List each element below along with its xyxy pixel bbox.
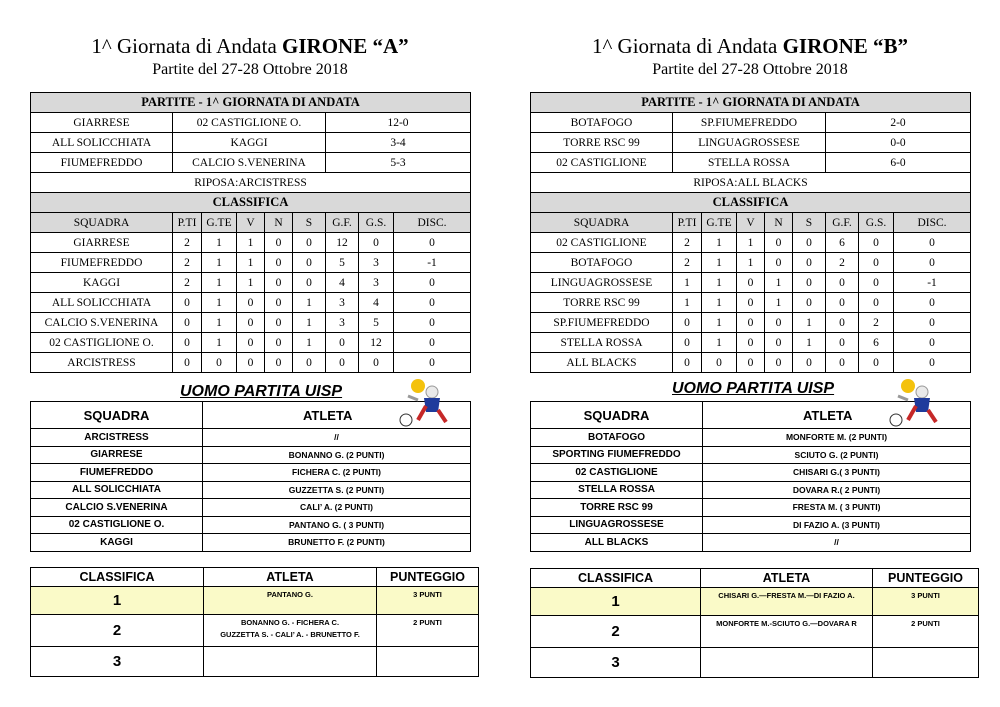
team-name: GIARRESE	[31, 233, 173, 253]
stat-cell: 0	[826, 313, 859, 333]
match-score: 3-4	[326, 133, 471, 153]
stat-cell: 1	[293, 333, 326, 353]
uomo-row	[531, 446, 971, 464]
stat-cell: 0	[765, 333, 793, 353]
team-name: STELLA ROSSA	[531, 333, 673, 353]
team-name: KAGGI	[31, 273, 173, 293]
match-row	[531, 133, 971, 153]
match-score: 0-0	[826, 133, 971, 153]
athlete-name: CHISARI G.( 3 PUNTI)	[703, 464, 971, 482]
match-home: FIUMEFREDDO	[31, 153, 173, 173]
rank-row	[31, 587, 479, 615]
stat-cell: 1	[202, 293, 237, 313]
col-header: N	[265, 213, 293, 233]
team-name: SPORTING FIUMEFREDDO	[531, 446, 703, 464]
athlete-name: MONFORTE M. (2 PUNTI)	[703, 429, 971, 447]
rank-row	[531, 648, 979, 678]
stat-cell: 1	[202, 313, 237, 333]
stat-cell: 0	[737, 293, 765, 313]
uomo-row	[531, 464, 971, 482]
col-header: G.TE	[702, 213, 737, 233]
stat-cell: 0	[394, 293, 471, 313]
standings-row	[31, 293, 471, 313]
stat-cell: 12	[359, 333, 394, 353]
athlete-name: GUZZETTA S. (2 PUNTI)	[203, 481, 471, 499]
stat-cell: 0	[737, 313, 765, 333]
team-name: ALL SOLICCHIATA	[31, 481, 203, 499]
rank-points	[377, 647, 479, 677]
team-name: BOTAFOGO	[531, 253, 673, 273]
stat-cell: 1	[702, 233, 737, 253]
team-name: KAGGI	[31, 534, 203, 552]
rank-position: 3	[31, 647, 204, 677]
stat-cell: 0	[737, 273, 765, 293]
athlete-name: PANTANO G. ( 3 PUNTI)	[203, 516, 471, 534]
athlete-line: CHISARI G.—FRESTA M.—DI FAZIO A.	[718, 591, 855, 600]
match-away: CALCIO S.VENERINA	[173, 153, 326, 173]
col-header: G.TE	[202, 213, 237, 233]
match-score: 12-0	[326, 113, 471, 133]
stat-cell: 0	[265, 293, 293, 313]
stat-cell: 6	[826, 233, 859, 253]
match-away: LINGUAGROSSESE	[673, 133, 826, 153]
stat-cell: 3	[359, 273, 394, 293]
col-header: P.TI	[173, 213, 202, 233]
stat-cell: 0	[394, 233, 471, 253]
team-name: ALL BLACKS	[531, 534, 703, 552]
rank-athletes	[701, 648, 873, 678]
matches-header: PARTITE - 1^ GIORNATA DI ANDATA	[531, 93, 971, 113]
rank-position: 3	[531, 648, 701, 678]
standings-header: CLASSIFICA	[531, 193, 971, 213]
col-header: CLASSIFICA	[531, 569, 701, 588]
stat-cell: 0	[173, 353, 202, 373]
stat-cell: 0	[265, 313, 293, 333]
stat-cell: 1	[202, 253, 237, 273]
rest-note: RIPOSA:ALL BLACKS	[531, 173, 971, 193]
soccer-player-icon	[388, 376, 460, 428]
standings-columns	[531, 213, 971, 233]
stat-cell: 4	[359, 293, 394, 313]
stat-cell: 0	[173, 333, 202, 353]
stat-cell: 1	[737, 233, 765, 253]
rank-row	[31, 615, 479, 647]
athlete-name: FRESTA M. ( 3 PUNTI)	[703, 499, 971, 517]
athlete-name: CALI’ A. (2 PUNTI)	[203, 499, 471, 517]
col-header: G.S.	[859, 213, 894, 233]
uomo-row	[31, 446, 471, 464]
stat-cell: 2	[173, 273, 202, 293]
rank-table-b	[530, 568, 979, 678]
team-name: 02 CASTIGLIONE O.	[31, 516, 203, 534]
rank-athletes	[204, 615, 377, 647]
stat-cell: 0	[394, 353, 471, 373]
rank-position: 1	[31, 587, 204, 615]
col-header: SQUADRA	[31, 402, 203, 429]
uomo-row	[531, 534, 971, 552]
soccer-player-icon	[878, 376, 950, 428]
athlete-name: FICHERA C. (2 PUNTI)	[203, 464, 471, 482]
stat-cell: 1	[673, 293, 702, 313]
col-header: SQUADRA	[31, 213, 173, 233]
team-name: GIARRESE	[31, 446, 203, 464]
standings-row	[31, 233, 471, 253]
stat-cell: 3	[326, 313, 359, 333]
col-header: ATLETA	[703, 402, 971, 429]
stat-cell: 1	[702, 273, 737, 293]
stat-cell: 4	[326, 273, 359, 293]
rank-row	[531, 588, 979, 616]
rank-points	[873, 648, 979, 678]
match-home: 02 CASTIGLIONE	[531, 153, 673, 173]
stat-cell: 0	[265, 353, 293, 373]
col-header: N	[765, 213, 793, 233]
stat-cell: 0	[894, 313, 971, 333]
standings-row	[531, 253, 971, 273]
match-row	[531, 153, 971, 173]
athlete-line: GUZZETTA S. - CALI’ A. - BRUNETTO F.	[220, 630, 360, 639]
stat-cell: 0	[737, 333, 765, 353]
match-away: STELLA ROSSA	[673, 153, 826, 173]
team-name: FIUMEFREDDO	[31, 253, 173, 273]
rank-points: 2 PUNTI	[873, 616, 979, 648]
page-title-a: 1^ Giornata di Andata GIRONE “A”	[91, 34, 409, 58]
stat-cell: 0	[293, 273, 326, 293]
stat-cell: 3	[326, 293, 359, 313]
rank-position: 2	[531, 616, 701, 648]
col-header: ATLETA	[203, 402, 471, 429]
stat-cell: 5	[326, 253, 359, 273]
stat-cell: 0	[265, 333, 293, 353]
team-name: ALL BLACKS	[531, 353, 673, 373]
stat-cell: 1	[702, 253, 737, 273]
standings-header: CLASSIFICA	[31, 193, 471, 213]
stat-cell: -1	[894, 273, 971, 293]
standings-body-a	[31, 233, 471, 373]
stat-cell: 2	[673, 253, 702, 273]
col-header: P.TI	[673, 213, 702, 233]
col-header: PUNTEGGIO	[873, 569, 979, 588]
rank-points: 3 PUNTI	[377, 587, 479, 615]
stat-cell: 0	[394, 333, 471, 353]
stat-cell: 0	[673, 333, 702, 353]
stat-cell: 1	[737, 253, 765, 273]
stat-cell: 0	[859, 273, 894, 293]
uomo-row	[531, 516, 971, 534]
stat-cell: 1	[702, 313, 737, 333]
stat-cell: 12	[326, 233, 359, 253]
match-away: 02 CASTIGLIONE O.	[173, 113, 326, 133]
page-subtitle-a: Partite del 27-28 Ottobre 2018	[152, 61, 348, 78]
athlete-name: BRUNETTO F. (2 PUNTI)	[203, 534, 471, 552]
uomo-partita-title-a: UOMO PARTITA UISP	[180, 383, 343, 400]
uomo-row	[31, 534, 471, 552]
rank-body-a	[31, 587, 479, 677]
match-home: ALL SOLICCHIATA	[31, 133, 173, 153]
rank-athletes	[204, 647, 377, 677]
stat-cell: 0	[859, 253, 894, 273]
stat-cell: 0	[326, 333, 359, 353]
stat-cell: 0	[826, 353, 859, 373]
uomo-row	[31, 499, 471, 517]
standings-body-b	[531, 233, 971, 373]
stat-cell: 0	[265, 253, 293, 273]
uomo-row	[31, 464, 471, 482]
team-name: TORRE RSC 99	[531, 499, 703, 517]
col-header: V	[737, 213, 765, 233]
col-header: G.S.	[359, 213, 394, 233]
col-header: G.F.	[326, 213, 359, 233]
stat-cell: 5	[359, 313, 394, 333]
stat-cell: 0	[673, 353, 702, 373]
matches-header: PARTITE - 1^ GIORNATA DI ANDATA	[31, 93, 471, 113]
stat-cell: 0	[826, 333, 859, 353]
standings-row	[531, 293, 971, 313]
stat-cell: 0	[793, 273, 826, 293]
stat-cell: 0	[859, 293, 894, 313]
stat-cell: -1	[394, 253, 471, 273]
stat-cell: 0	[765, 233, 793, 253]
stat-cell: 0	[394, 273, 471, 293]
stat-cell: 1	[237, 253, 265, 273]
rank-athletes	[701, 616, 873, 648]
stat-cell: 0	[793, 233, 826, 253]
matches-standings-table-b	[530, 92, 971, 373]
match-home: TORRE RSC 99	[531, 133, 673, 153]
stat-cell: 2	[173, 253, 202, 273]
stat-cell: 0	[173, 293, 202, 313]
rank-points: 3 PUNTI	[873, 588, 979, 616]
standings-row	[31, 313, 471, 333]
stat-cell: 1	[202, 333, 237, 353]
page-subtitle-b: Partite del 27-28 Ottobre 2018	[652, 61, 848, 78]
team-name: 02 CASTIGLIONE	[531, 464, 703, 482]
uomo-row	[531, 499, 971, 517]
rank-points: 2 PUNTI	[377, 615, 479, 647]
rank-athletes	[701, 588, 873, 616]
team-name: FIUMEFREDDO	[31, 464, 203, 482]
team-name: 02 CASTIGLIONE O.	[31, 333, 173, 353]
team-name: LINGUAGROSSESE	[531, 273, 673, 293]
team-name: SP.FIUMEFREDDO	[531, 313, 673, 333]
stat-cell: 1	[793, 313, 826, 333]
stat-cell: 0	[894, 233, 971, 253]
col-header: SQUADRA	[531, 402, 703, 429]
col-header: CLASSIFICA	[31, 568, 204, 587]
match-row	[31, 113, 471, 133]
match-home: GIARRESE	[31, 113, 173, 133]
stat-cell: 0	[173, 313, 202, 333]
match-row	[31, 133, 471, 153]
stat-cell: 0	[359, 353, 394, 373]
stat-cell: 0	[265, 233, 293, 253]
uomo-row	[531, 429, 971, 447]
col-header: SQUADRA	[531, 213, 673, 233]
team-name: ARCISTRESS	[31, 429, 203, 447]
rank-body-b	[531, 588, 979, 678]
stat-cell: 0	[394, 313, 471, 333]
stat-cell: 0	[826, 273, 859, 293]
stat-cell: 0	[765, 253, 793, 273]
standings-row	[531, 233, 971, 253]
stat-cell: 0	[765, 313, 793, 333]
rank-row	[531, 616, 979, 648]
team-name: LINGUAGROSSESE	[531, 516, 703, 534]
col-header: PUNTEGGIO	[377, 568, 479, 587]
stat-cell: 1	[765, 273, 793, 293]
athlete-name: DI FAZIO A. (3 PUNTI)	[703, 516, 971, 534]
athlete-name: SCIUTO G. (2 PUNTI)	[703, 446, 971, 464]
standings-row	[531, 333, 971, 353]
match-row	[531, 113, 971, 133]
match-away: KAGGI	[173, 133, 326, 153]
stat-cell: 0	[793, 253, 826, 273]
athlete-name: DOVARA R.( 2 PUNTI)	[703, 481, 971, 499]
standings-row	[31, 333, 471, 353]
stat-cell: 0	[326, 353, 359, 373]
stat-cell: 1	[293, 293, 326, 313]
stat-cell: 0	[293, 233, 326, 253]
col-header: DISC.	[894, 213, 971, 233]
stat-cell: 1	[237, 233, 265, 253]
stat-cell: 0	[265, 273, 293, 293]
stat-cell: 0	[894, 253, 971, 273]
stat-cell: 1	[237, 273, 265, 293]
stat-cell: 0	[359, 233, 394, 253]
stat-cell: 0	[826, 293, 859, 313]
team-name: TORRE RSC 99	[531, 293, 673, 313]
stat-cell: 0	[293, 353, 326, 373]
athlete-line: BONANNO G. - FICHERA C.	[240, 618, 340, 627]
uomo-row	[31, 429, 471, 447]
col-header: S	[293, 213, 326, 233]
team-name: CALCIO S.VENERINA	[31, 313, 173, 333]
stat-cell: 0	[894, 353, 971, 373]
standings-row	[531, 273, 971, 293]
stat-cell: 0	[237, 353, 265, 373]
stat-cell: 2	[173, 233, 202, 253]
stat-cell: 3	[359, 253, 394, 273]
athlete-name: BONANNO G. (2 PUNTI)	[203, 446, 471, 464]
rank-row	[31, 647, 479, 677]
athlete-name: //	[203, 429, 471, 447]
uomo-body-a	[31, 429, 471, 552]
standings-columns	[31, 213, 471, 233]
team-name: ARCISTRESS	[31, 353, 173, 373]
stat-cell: 0	[293, 253, 326, 273]
stat-cell: 1	[293, 313, 326, 333]
uomo-row	[31, 516, 471, 534]
uomo-row	[31, 481, 471, 499]
stat-cell: 1	[793, 333, 826, 353]
team-name: 02 CASTIGLIONE	[531, 233, 673, 253]
team-name: BOTAFOGO	[531, 429, 703, 447]
stat-cell: 1	[202, 233, 237, 253]
team-name: STELLA ROSSA	[531, 481, 703, 499]
stat-cell: 0	[737, 353, 765, 373]
standings-row	[31, 353, 471, 373]
standings-row	[531, 313, 971, 333]
team-name: ALL SOLICCHIATA	[31, 293, 173, 313]
stat-cell: 0	[894, 333, 971, 353]
standings-row	[31, 273, 471, 293]
stat-cell: 1	[702, 333, 737, 353]
stat-cell: 1	[202, 273, 237, 293]
stat-cell: 1	[702, 293, 737, 313]
stat-cell: 0	[237, 333, 265, 353]
stat-cell: 0	[673, 313, 702, 333]
stat-cell: 0	[793, 353, 826, 373]
col-header: DISC.	[394, 213, 471, 233]
athlete-line: PANTANO G.	[267, 590, 313, 599]
stat-cell: 0	[237, 293, 265, 313]
match-score: 2-0	[826, 113, 971, 133]
matches-standings-table-a	[30, 92, 471, 373]
stat-cell: 2	[826, 253, 859, 273]
stat-cell: 0	[202, 353, 237, 373]
standings-row	[531, 353, 971, 373]
stat-cell: 0	[765, 353, 793, 373]
stat-cell: 0	[237, 313, 265, 333]
match-row	[31, 153, 471, 173]
rank-position: 2	[31, 615, 204, 647]
standings-row	[31, 253, 471, 273]
match-score: 6-0	[826, 153, 971, 173]
stat-cell: 1	[765, 293, 793, 313]
match-score: 5-3	[326, 153, 471, 173]
page-title-b: 1^ Giornata di Andata GIRONE “B”	[591, 34, 909, 58]
match-away: SP.FIUMEFREDDO	[673, 113, 826, 133]
stat-cell: 1	[673, 273, 702, 293]
rest-note: RIPOSA:ARCISTRESS	[31, 173, 471, 193]
stat-cell: 0	[793, 293, 826, 313]
stat-cell: 6	[859, 333, 894, 353]
stat-cell: 0	[859, 353, 894, 373]
athlete-line: MONFORTE M.-SCIUTO G.—DOVARA R	[716, 619, 857, 628]
uomo-partita-title-b: UOMO PARTITA UISP	[672, 380, 835, 397]
athlete-name: //	[703, 534, 971, 552]
col-header: ATLETA	[701, 569, 873, 588]
stat-cell: 0	[894, 293, 971, 313]
team-name: CALCIO S.VENERINA	[31, 499, 203, 517]
uomo-row	[531, 481, 971, 499]
stat-cell: 2	[859, 313, 894, 333]
col-header: G.F.	[826, 213, 859, 233]
rank-athletes	[204, 587, 377, 615]
stat-cell: 0	[702, 353, 737, 373]
col-header: V	[237, 213, 265, 233]
match-home: BOTAFOGO	[531, 113, 673, 133]
stat-cell: 0	[859, 233, 894, 253]
uomo-body-b	[531, 429, 971, 552]
stat-cell: 2	[673, 233, 702, 253]
col-header: ATLETA	[204, 568, 377, 587]
rank-table-a	[30, 567, 479, 677]
rank-position: 1	[531, 588, 701, 616]
col-header: S	[793, 213, 826, 233]
